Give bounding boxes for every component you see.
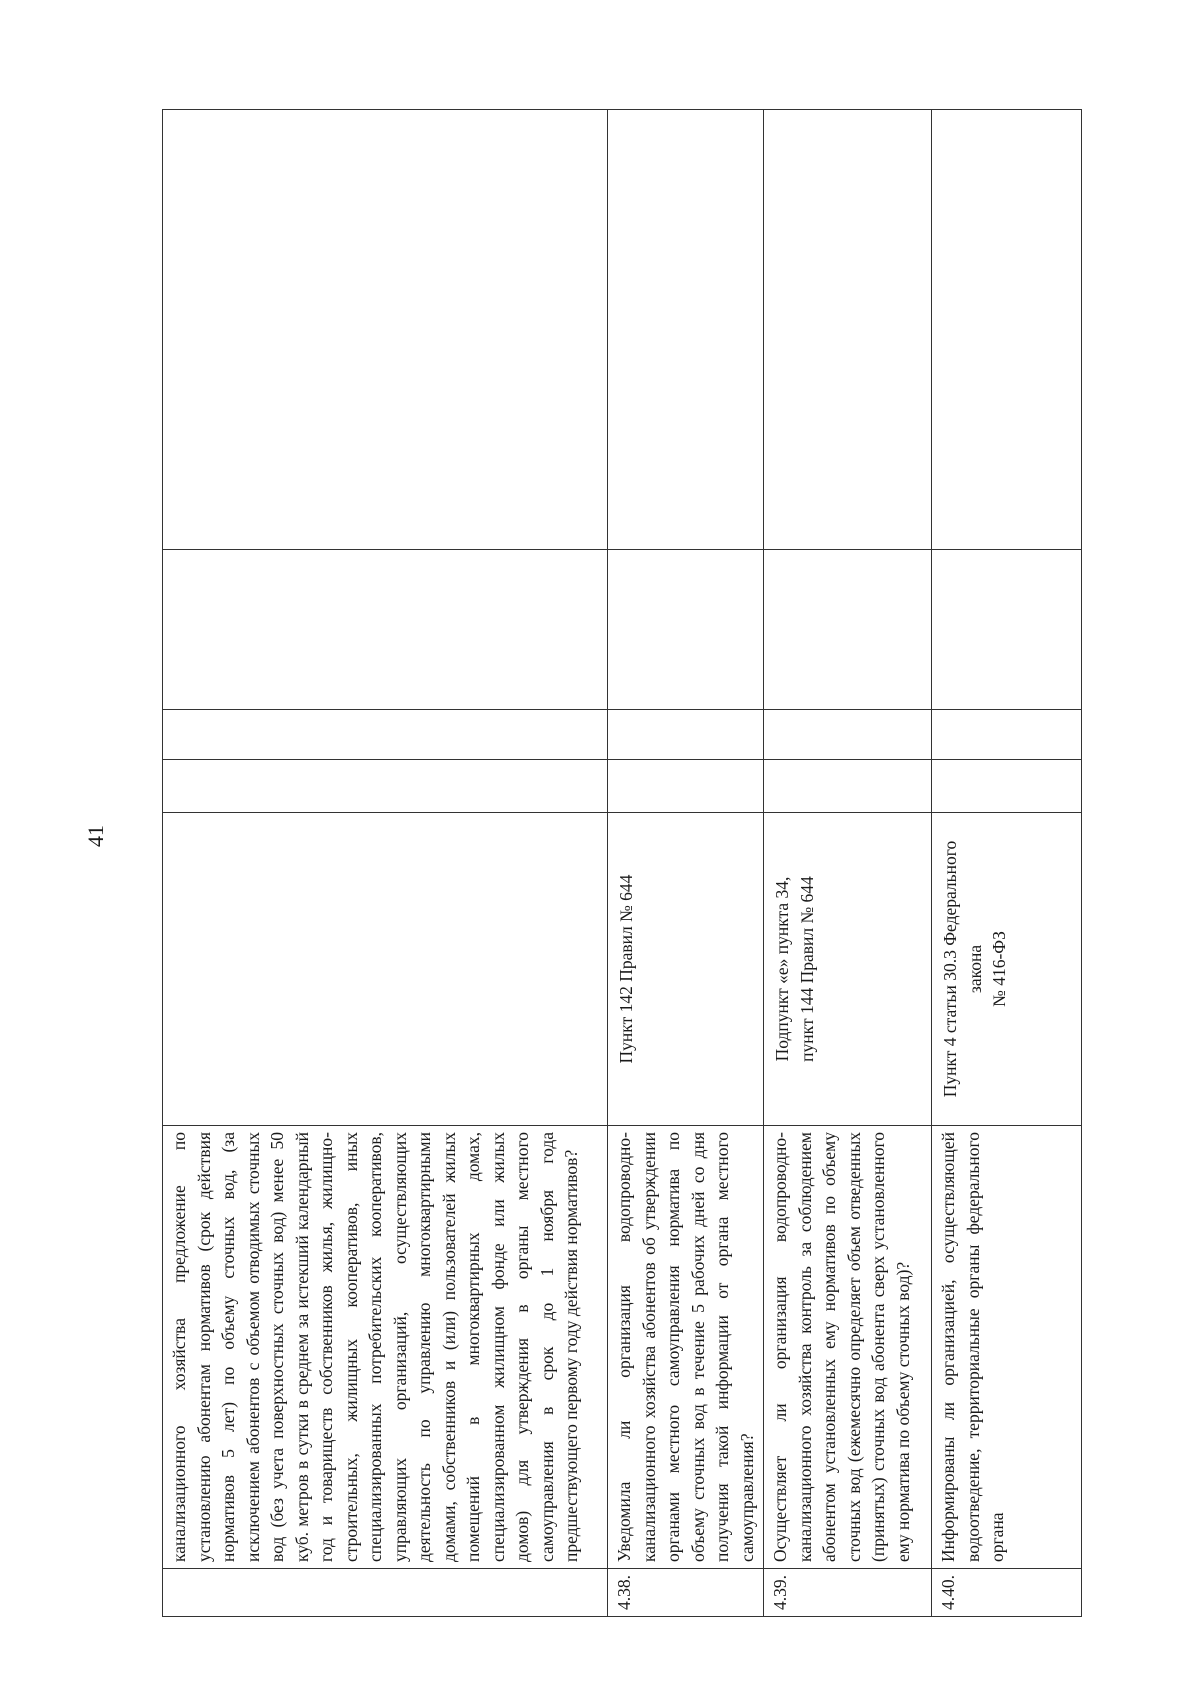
reference-line: Пункт 4 статьи 30.3 Федерального закона [940, 840, 985, 1098]
empty-cell [608, 110, 764, 550]
reference-cell [932, 813, 1082, 1126]
table-row [163, 110, 608, 1617]
empty-cell [608, 760, 764, 813]
empty-cell [764, 710, 932, 760]
row-number [163, 1569, 608, 1617]
row-number: 4.40. [932, 1569, 1082, 1617]
reference-cell [163, 813, 608, 1126]
empty-cell [163, 760, 608, 813]
reference-cell [608, 813, 764, 1126]
question-cell: канализационного хозяйства предложение по установлению абонентам нормативов (срок действия нормативов 5 лет) по объему сточных вод, (за исключением абонентов с объемом отводимых сточных вод (без учета поверхностных сточных вод) менее 50 куб. метров в сутки в среднем за истекший календарный год и товариществ собственников жилья, жилищно-строительных, жилищных кооперативов, иных специализированных потребительских кооперативов, управляющих организаций, осуществляющих деятельность по управлению многоквартирными домами, собственников и (или) пользователей жилых помещений в многоквартирных домах, специализированном жилищном фонде или жилых домов) для утверждения в органы местного самоуправления в срок до 1 ноября года предшествующего первому году действия нормативов? [163, 1126, 608, 1569]
row-number: 4.38. [608, 1569, 764, 1617]
table-row [608, 110, 764, 1617]
reference-line: Подпункт «е» пункта 34, [772, 876, 792, 1062]
reference-line-2: пункт 144 Правил № 644 [796, 876, 817, 1062]
page-number: 41 [83, 825, 108, 847]
requirements-table [162, 109, 1082, 1617]
empty-cell [163, 710, 608, 760]
reference-line: Пункт 142 Правил № 644 [616, 874, 636, 1064]
empty-cell [608, 710, 764, 760]
row-number: 4.39. [764, 1569, 932, 1617]
empty-cell [764, 550, 932, 710]
empty-cell [608, 550, 764, 710]
empty-cell [764, 760, 932, 813]
empty-cell [163, 550, 608, 710]
table-row [932, 110, 1082, 1617]
empty-cell [163, 110, 608, 550]
question-cell: Уведомила ли организация водопроводно-канализационного хозяйства абонентов об утверждении органами местного самоуправления норматива по объему сточных вод в течение 5 рабочих дней со дня получения такой информации от органа местного самоуправления? [608, 1126, 764, 1569]
empty-cell [932, 710, 1082, 760]
table-row [764, 110, 932, 1617]
empty-cell [764, 110, 932, 550]
reference-cell [764, 813, 932, 1126]
empty-cell [932, 110, 1082, 550]
question-cell: Осуществляет ли организация водопроводно-канализационного хозяйства контроль за соблюдением абонентом установленных ему нормативов по объему сточных вод (ежемесячно определяет объем отведенных (принятых) сточных вод абонента сверх установленного ему норматива по объему сточных вод)? [764, 1126, 932, 1569]
empty-cell [932, 550, 1082, 710]
reference-line-2: № 416-ФЗ [989, 931, 1009, 1007]
question-cell: Информированы ли организацией, осуществляющей водоотведение, территориальные органы федерального органа [932, 1126, 1082, 1569]
empty-cell [932, 760, 1082, 813]
